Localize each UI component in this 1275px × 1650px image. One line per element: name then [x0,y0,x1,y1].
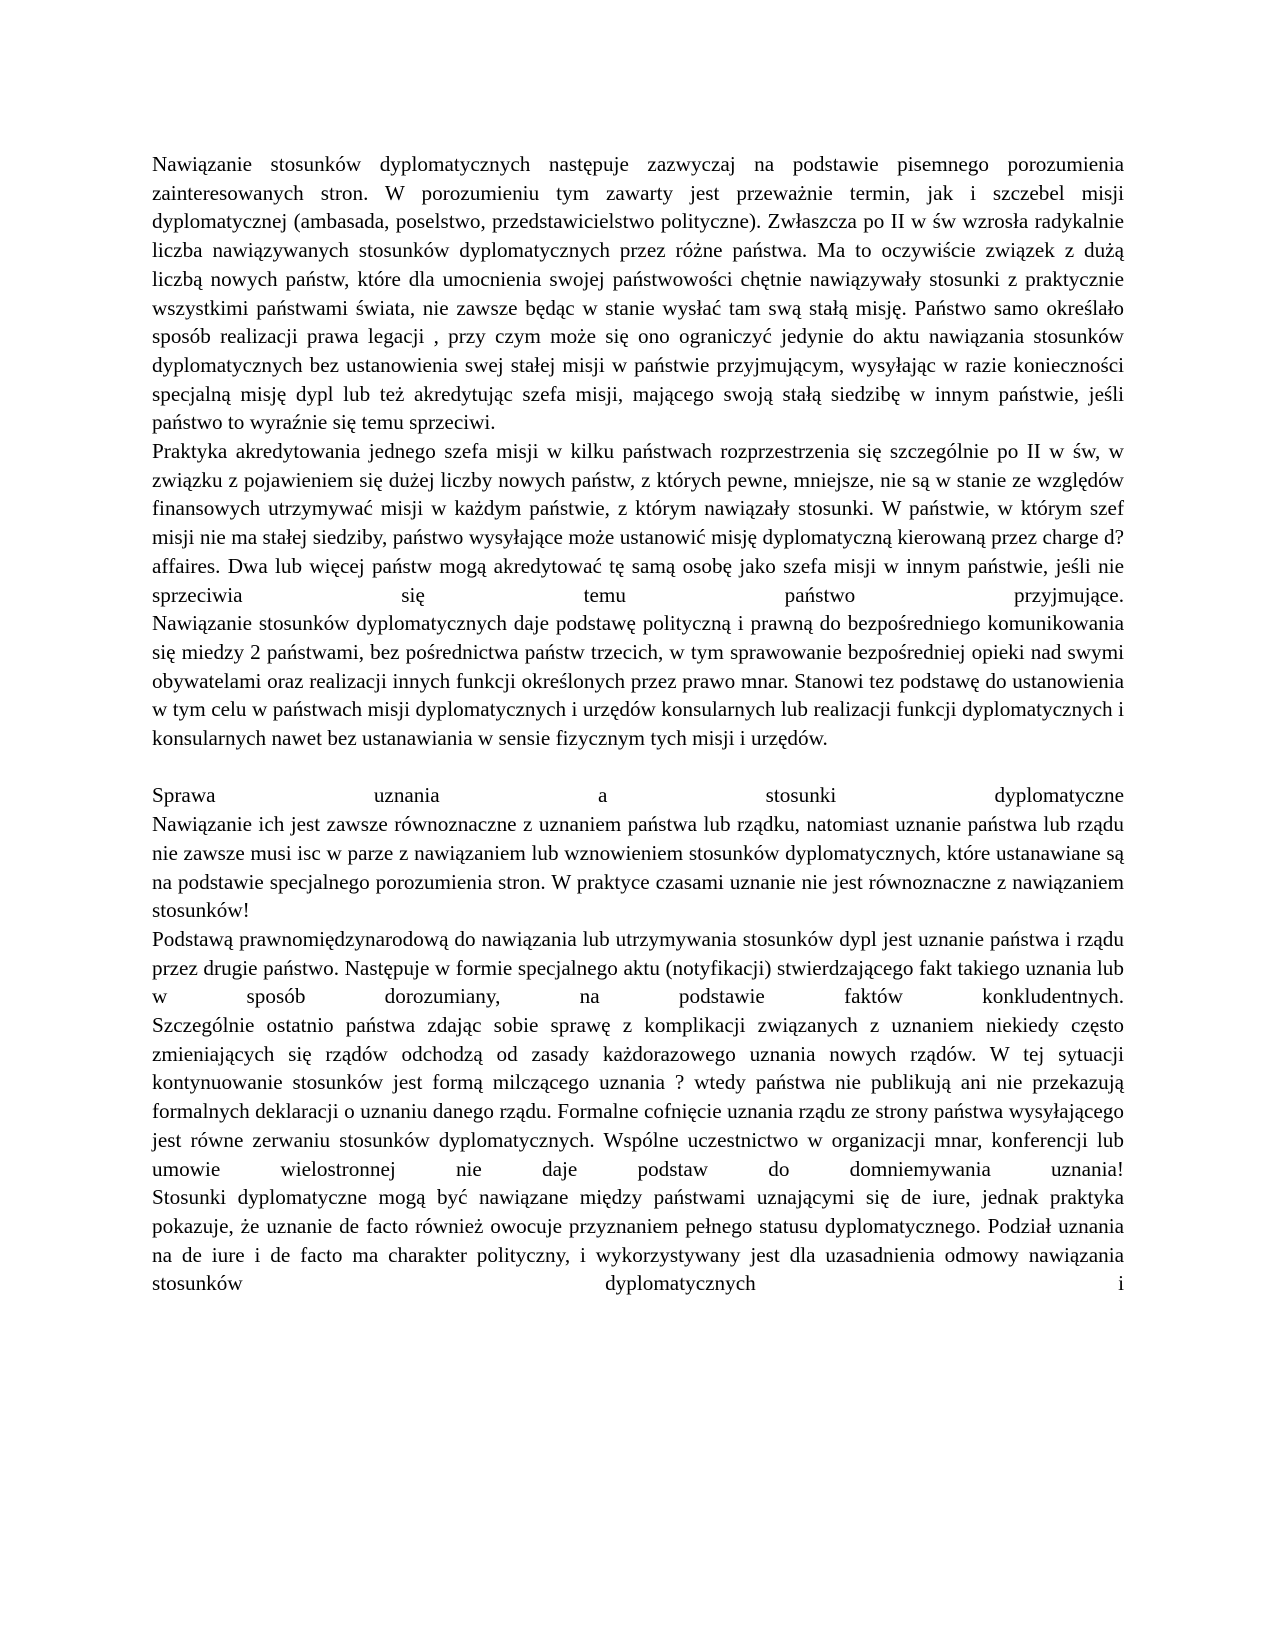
paragraph-communication-basis: Nawiązanie stosunków dyplomatycznych daje podstawę polityczną i prawną do bezpośredniego komunikowania się miedzy 2 państwami, bez pośrednictwa państw trzecich, w tym sprawowanie bezpośredniej opieki nad swymi obywatelami oraz realizacji innych funkcji określonych przez prawo mnar. Stanowi tez podstawę do ustanowienia w tym celu w państwach misji dyplomatycznych i urzędów konsularnych lub realizacji funkcji dyplomatycznych i konsularnych nawet bez ustanawiania w sensie fizycznym tych misji i urzędów. [152,611,1124,751]
paragraph-legal-basis: Podstawą prawnomiędzynarodową do nawiązania lub utrzymywania stosunków dypl jest uznanie państwa i rządu przez drugie państwo. Następuje w formie specjalnego aktu (notyfikacji) stwierdzającego fakt takiego uznania lub w sposób dorozumiany, na podstawie faktów konkludentnych. [152,926,1124,1009]
paragraph-spacer [152,753,1124,782]
document-page [152,150,1124,1298]
paragraph-tacit-recognition: Szczególnie ostatnio państwa zdając sobie sprawę z komplikacji związanych z uznaniem niekiedy często zmieniających się rządów odchodzą od zasady każdorazowego uznania nowych rządów. W tej sytuacji kontynuowanie stosunków jest formą milczącego uznania ? wtedy państwa nie publikują ani nie przekazują formalnych deklaracji o uznaniu danego rządu. Formalne cofnięcie uznania rządu ze strony państwa wysyłającego jest równe zerwaniu stosunków dyplomatycznych. Wspólne uczestnictwo w organizacji mnar, konferencji lub umowie wielostronnej nie daje podstaw do domniemywania uznania! [152,1013,1124,1181]
section-heading-recognition: Sprawa uznania a stosunki dyplomatyczne [152,783,1124,808]
paragraph-recognition-equivalence: Nawiązanie ich jest zawsze równoznaczne z uznaniem państwa lub rządku, natomiast uznanie państwa lub rządu nie zawsze musi isc w parze z nawiązaniem lub wznowieniem stosunków dyplomatycznych, które ustanawiane są na podstawie specjalnego porozumienia stron. W praktyce czasami uznanie nie jest równoznaczne z nawiązaniem stosunków! [152,812,1124,923]
paragraph-establishing-relations: Nawiązanie stosunków dyplomatycznych następuje zazwyczaj na podstawie pisemnego porozumienia zainteresowanych stron. W porozumieniu tym zawarty jest przeważnie termin, jak i szczebel misji dyplomatycznej (ambasada, poselstwo, przedstawicielstwo polityczne). Zwłaszcza po II w św wzrosła radykalnie liczba nawiązywanych stosunków dyplomatycznych przez różne państwa. Ma to oczywiście związek z dużą liczbą nowych państw, które dla umocnienia swojej państwowości chętnie nawiązywały stosunki z praktycznie wszystkimi państwami świata, nie zawsze będąc w stanie wysłać tam swą stałą misję. Państwo samo określało sposób realizacji prawa legacji , przy czym może się ono ograniczyć jedynie do aktu nawiązania stosunków dyplomatycznych bez ustanowienia swej stałej misji w państwie przyjmującym, wysyłając w razie konieczności specjalną misję dypl lub też akredytując szefa misji, mającego swoją stałą siedzibę w innym państwie, jeśli państwo to wyraźnie się temu sprzeciwi. [152,152,1124,435]
paragraph-de-iure-de-facto: Stosunki dyplomatyczne mogą być nawiązane między państwami uznającymi się de iure, jednak praktyka pokazuje, że uznanie de facto również owocuje przyznaniem pełnego statusu dyplomatycznego. Podział uznania na de iure i de facto ma charakter polityczny, i wykorzystywany jest dla uzasadnienia odmowy nawiązania stosunków dyplomatycznych i [152,1185,1124,1296]
paragraph-multiple-accreditation: Praktyka akredytowania jednego szefa misji w kilku państwach rozprzestrzenia się szczególnie po II w św, w związku z pojawieniem się dużej liczby nowych państw, z których pewne, mniejsze, nie są w stanie ze względów finansowych utrzymywać misji w każdym państwie, z którym nawiązały stosunki. W państwie, w którym szef misji nie ma stałej siedziby, państwo wysyłające może ustanowić misję dyplomatyczną kierowaną przez charge d?affaires. Dwa lub więcej państw mogą akredytować tę samą osobę jako szefa misji w innym państwie, jeśli nie sprzeciwia się temu państwo przyjmujące. [152,439,1124,607]
